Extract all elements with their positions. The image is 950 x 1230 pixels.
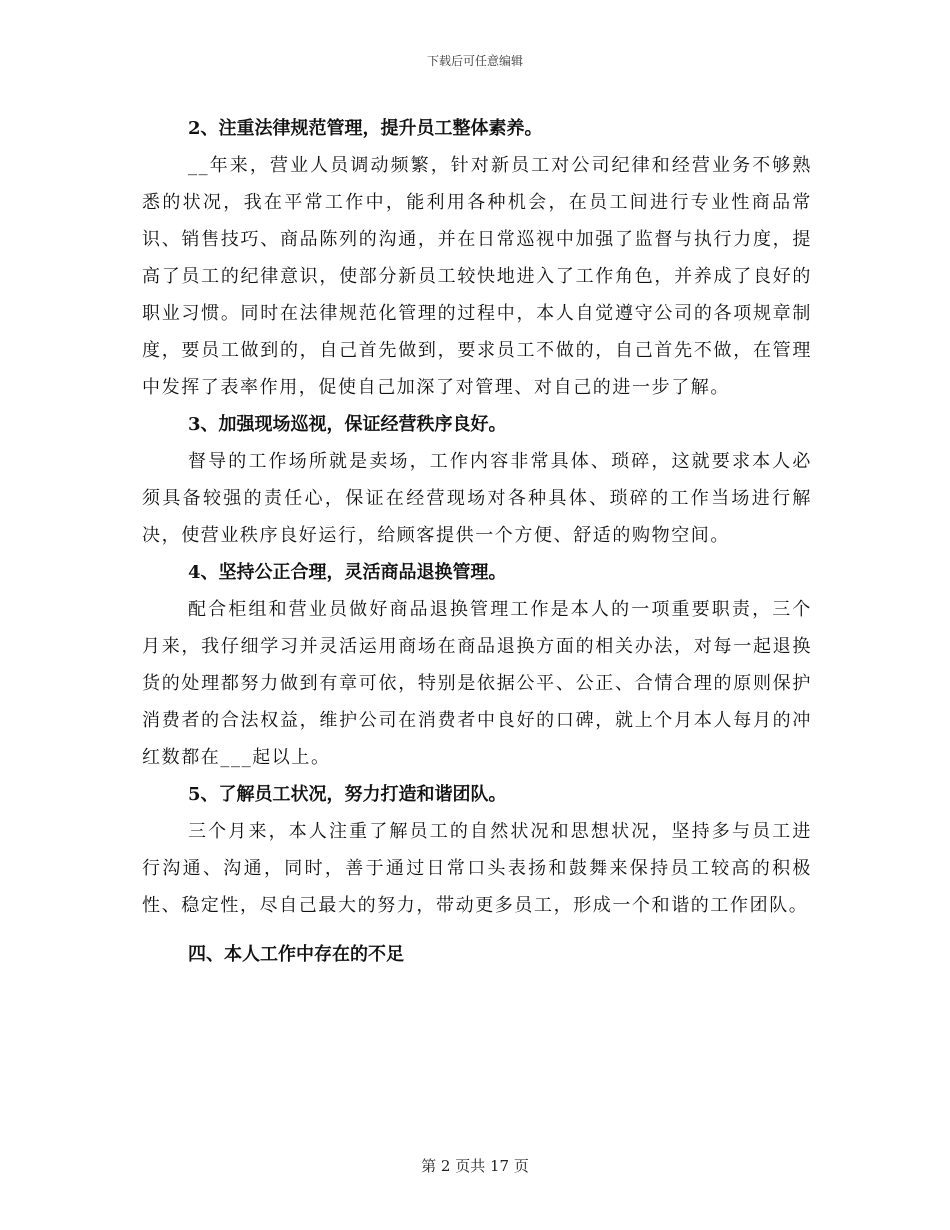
chapter-title: 四、本人工作中存在的不足 — [188, 944, 404, 965]
page-number: 第 2 页共 17 页 — [421, 1157, 529, 1175]
section-heading-5: 5、了解员工状况，努力打造和谐团队。 — [188, 784, 507, 805]
section-paragraph-4: 配合柜组和营业员做好商品退换管理工作是本人的一项重要职责，三个月来，我仔细学习并灵活运用商场在商品退换方面的相关办法，对每一起退换货的处理都努力做到有章可依，特别是依据公平、公正、合情合理的原则保护消费者的合法权益，维护公司在消费者中良好的口碑，就上个月本人每月的冲红数都在___起以上。 — [142, 599, 812, 768]
section-heading-2: 2、注重法律规范管理，提升员工整体素养。 — [188, 118, 543, 139]
document-body — [142, 110, 812, 973]
section-heading-3: 3、加强现场巡视，保证经营秩序良好。 — [188, 414, 507, 435]
section-paragraph-2: __年来，营业人员调动频繁，针对新员工对公司纪律和经营业务不够熟悉的状况，我在平常工作中，能利用各种机会，在员工间进行专业性商品常识、销售技巧、商品陈列的沟通，并在日常巡视中加强了监督与执行力度，提高了员工的纪律意识，使部分新员工较快地进入了工作角色，并养成了良好的职业习惯。同时在法律规范化管理的过程中，本人自觉遵守公司的各项规章制度，要员工做到的，自己首先做到，要求员工不做的，自己首先不做，在管理中发挥了表率作用，促使自己加深了对管理、对自己的进一步了解。 — [142, 155, 812, 398]
page-header: 下载后可任意编辑 — [426, 54, 523, 68]
section-heading-4: 4、坚持公正合理，灵活商品退换管理。 — [188, 562, 507, 583]
section-paragraph-5: 三个月来，本人注重了解员工的自然状况和思想状况，坚持多与员工进行沟通、沟通，同时，善于通过日常口头表扬和鼓舞来保持员工较高的积极性、稳定性，尽自己最大的努力，带动更多员工，形成一个和谐的工作团队。 — [142, 821, 812, 916]
section-paragraph-3: 督导的工作场所就是卖场，工作内容非常具体、琐碎，这就要求本人必须具备较强的责任心，保证在经营现场对各种具体、琐碎的工作当场进行解决，使营业秩序良好运行，给顾客提供一个方便、舒适的购物空间。 — [142, 451, 812, 546]
